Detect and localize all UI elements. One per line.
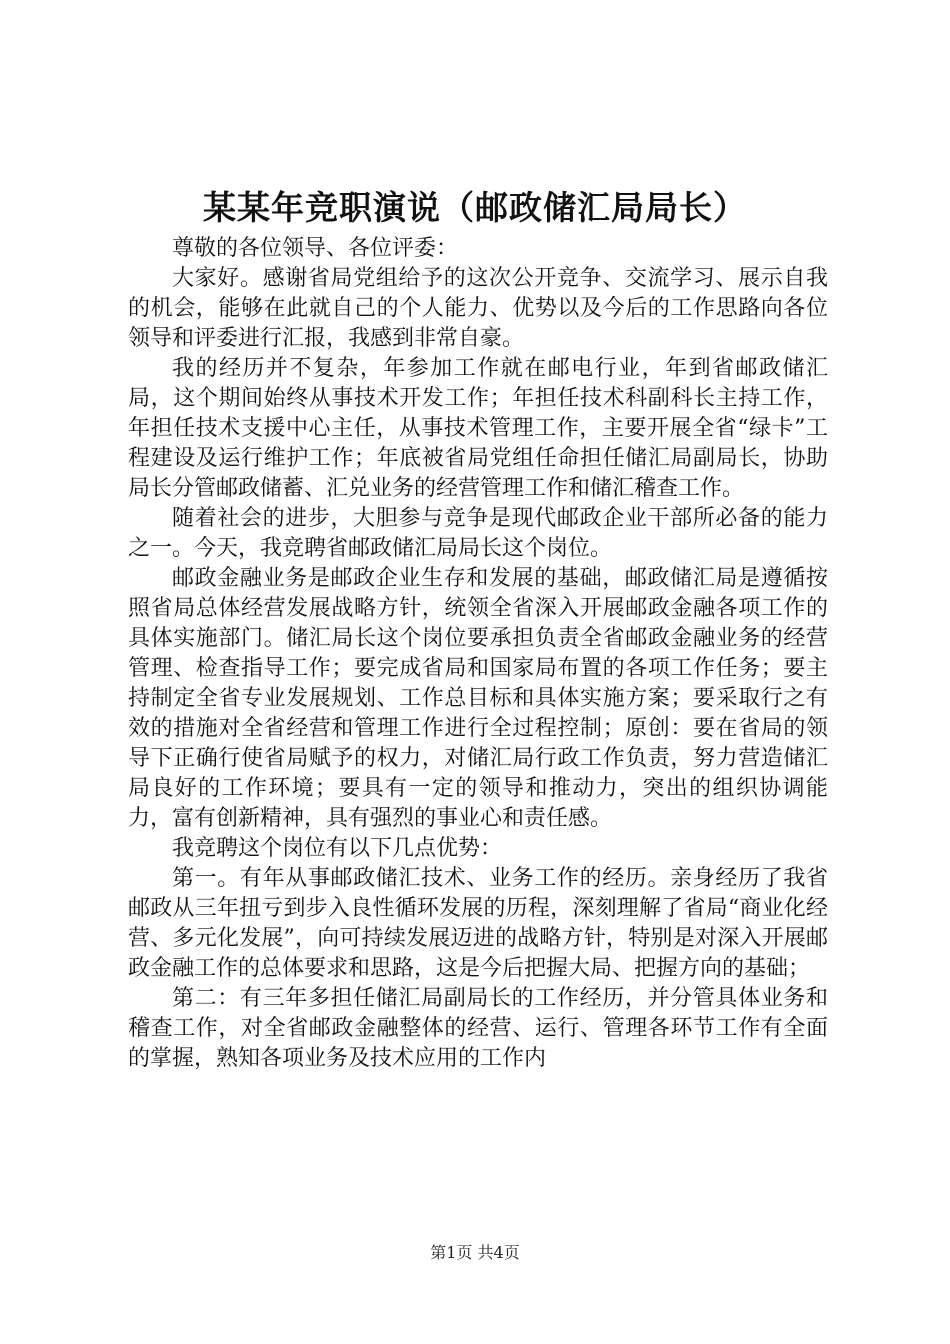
paragraph-salutation: 尊敬的各位领导、各位评委： xyxy=(172,236,459,261)
page-number-footer: 第1页 共4页 xyxy=(430,1243,520,1262)
paragraph-role-description: 邮政金融业务是邮政企业生存和发展的基础，邮政储汇局是遵循按照省局总体经营发展战略方针，统领全省深入开展邮政金融各项工作的具体实施部门。储汇局长这个岗位要承担负责全省邮政金融业务的经营管理、检查指导工作；要完成省局和国家局布置的各项工作任务；要主持制定全省专业发展规划、工作总目标和具体实施方案；要采取行之有效的措施对全省经营和管理工作进行全过程控制；原创：要在省局的领导下正确行使省局赋予的权力，对储汇局行政工作负责，努力营造储汇局良好的工作环境；要具有一定的领导和推动力，突出的组织协调能力，富有创新精神，具有强烈的事业心和责任感。 xyxy=(128,566,828,831)
paragraph-advantage-second: 第二：有三年多担任储汇局副局长的工作经历，并分管具体业务和稽查工作，对全省邮政金融整体的经营、运行、管理各环节工作有全面的掌握，熟知各项业务及技术应用的工作内 xyxy=(128,986,828,1071)
document-title: 某某年竞职演说（邮政储汇局局长） xyxy=(203,188,747,227)
paragraph-experience: 我的经历并不复杂，年参加工作就在邮电行业，年到省邮政储汇局，这个期间始终从事技术开发工作；年担任技术科副科长主持工作，年担任技术支援中心主任，从事技术管理工作，主要开展全省“绿卡”工程建设及运行维护工作；年底被省局党组任命担任储汇局副局长，协助局长分管邮政储蓄、汇兑业务的经营管理工作和储汇稽查工作。 xyxy=(128,356,828,501)
paragraph-advantage-first: 第一。有年从事邮政储汇技术、业务工作的经历。亲身经历了我省邮政从三年扭亏到步入良性循环发展的历程，深刻理解了省局“商业化经营、多元化发展”，向可持续发展迈进的战略方针，特别是对深入开展邮政金融工作的总体要求和思路，这是今后把握大局、把握方向的基础； xyxy=(128,866,828,981)
paragraph-competition: 随着社会的进步，大胆参与竞争是现代邮政企业干部所必备的能力之一。今天，我竞聘省邮政储汇局局长这个岗位。 xyxy=(128,506,828,561)
document-body xyxy=(128,234,828,1074)
paragraph-greeting: 大家好。感谢省局党组给予的这次公开竞争、交流学习、展示自我的机会，能够在此就自己的个人能力、优势以及今后的工作思路向各位领导和评委进行汇报，我感到非常自豪。 xyxy=(128,266,828,351)
paragraph-advantages-intro: 我竞聘这个岗位有以下几点优势： xyxy=(172,836,503,861)
